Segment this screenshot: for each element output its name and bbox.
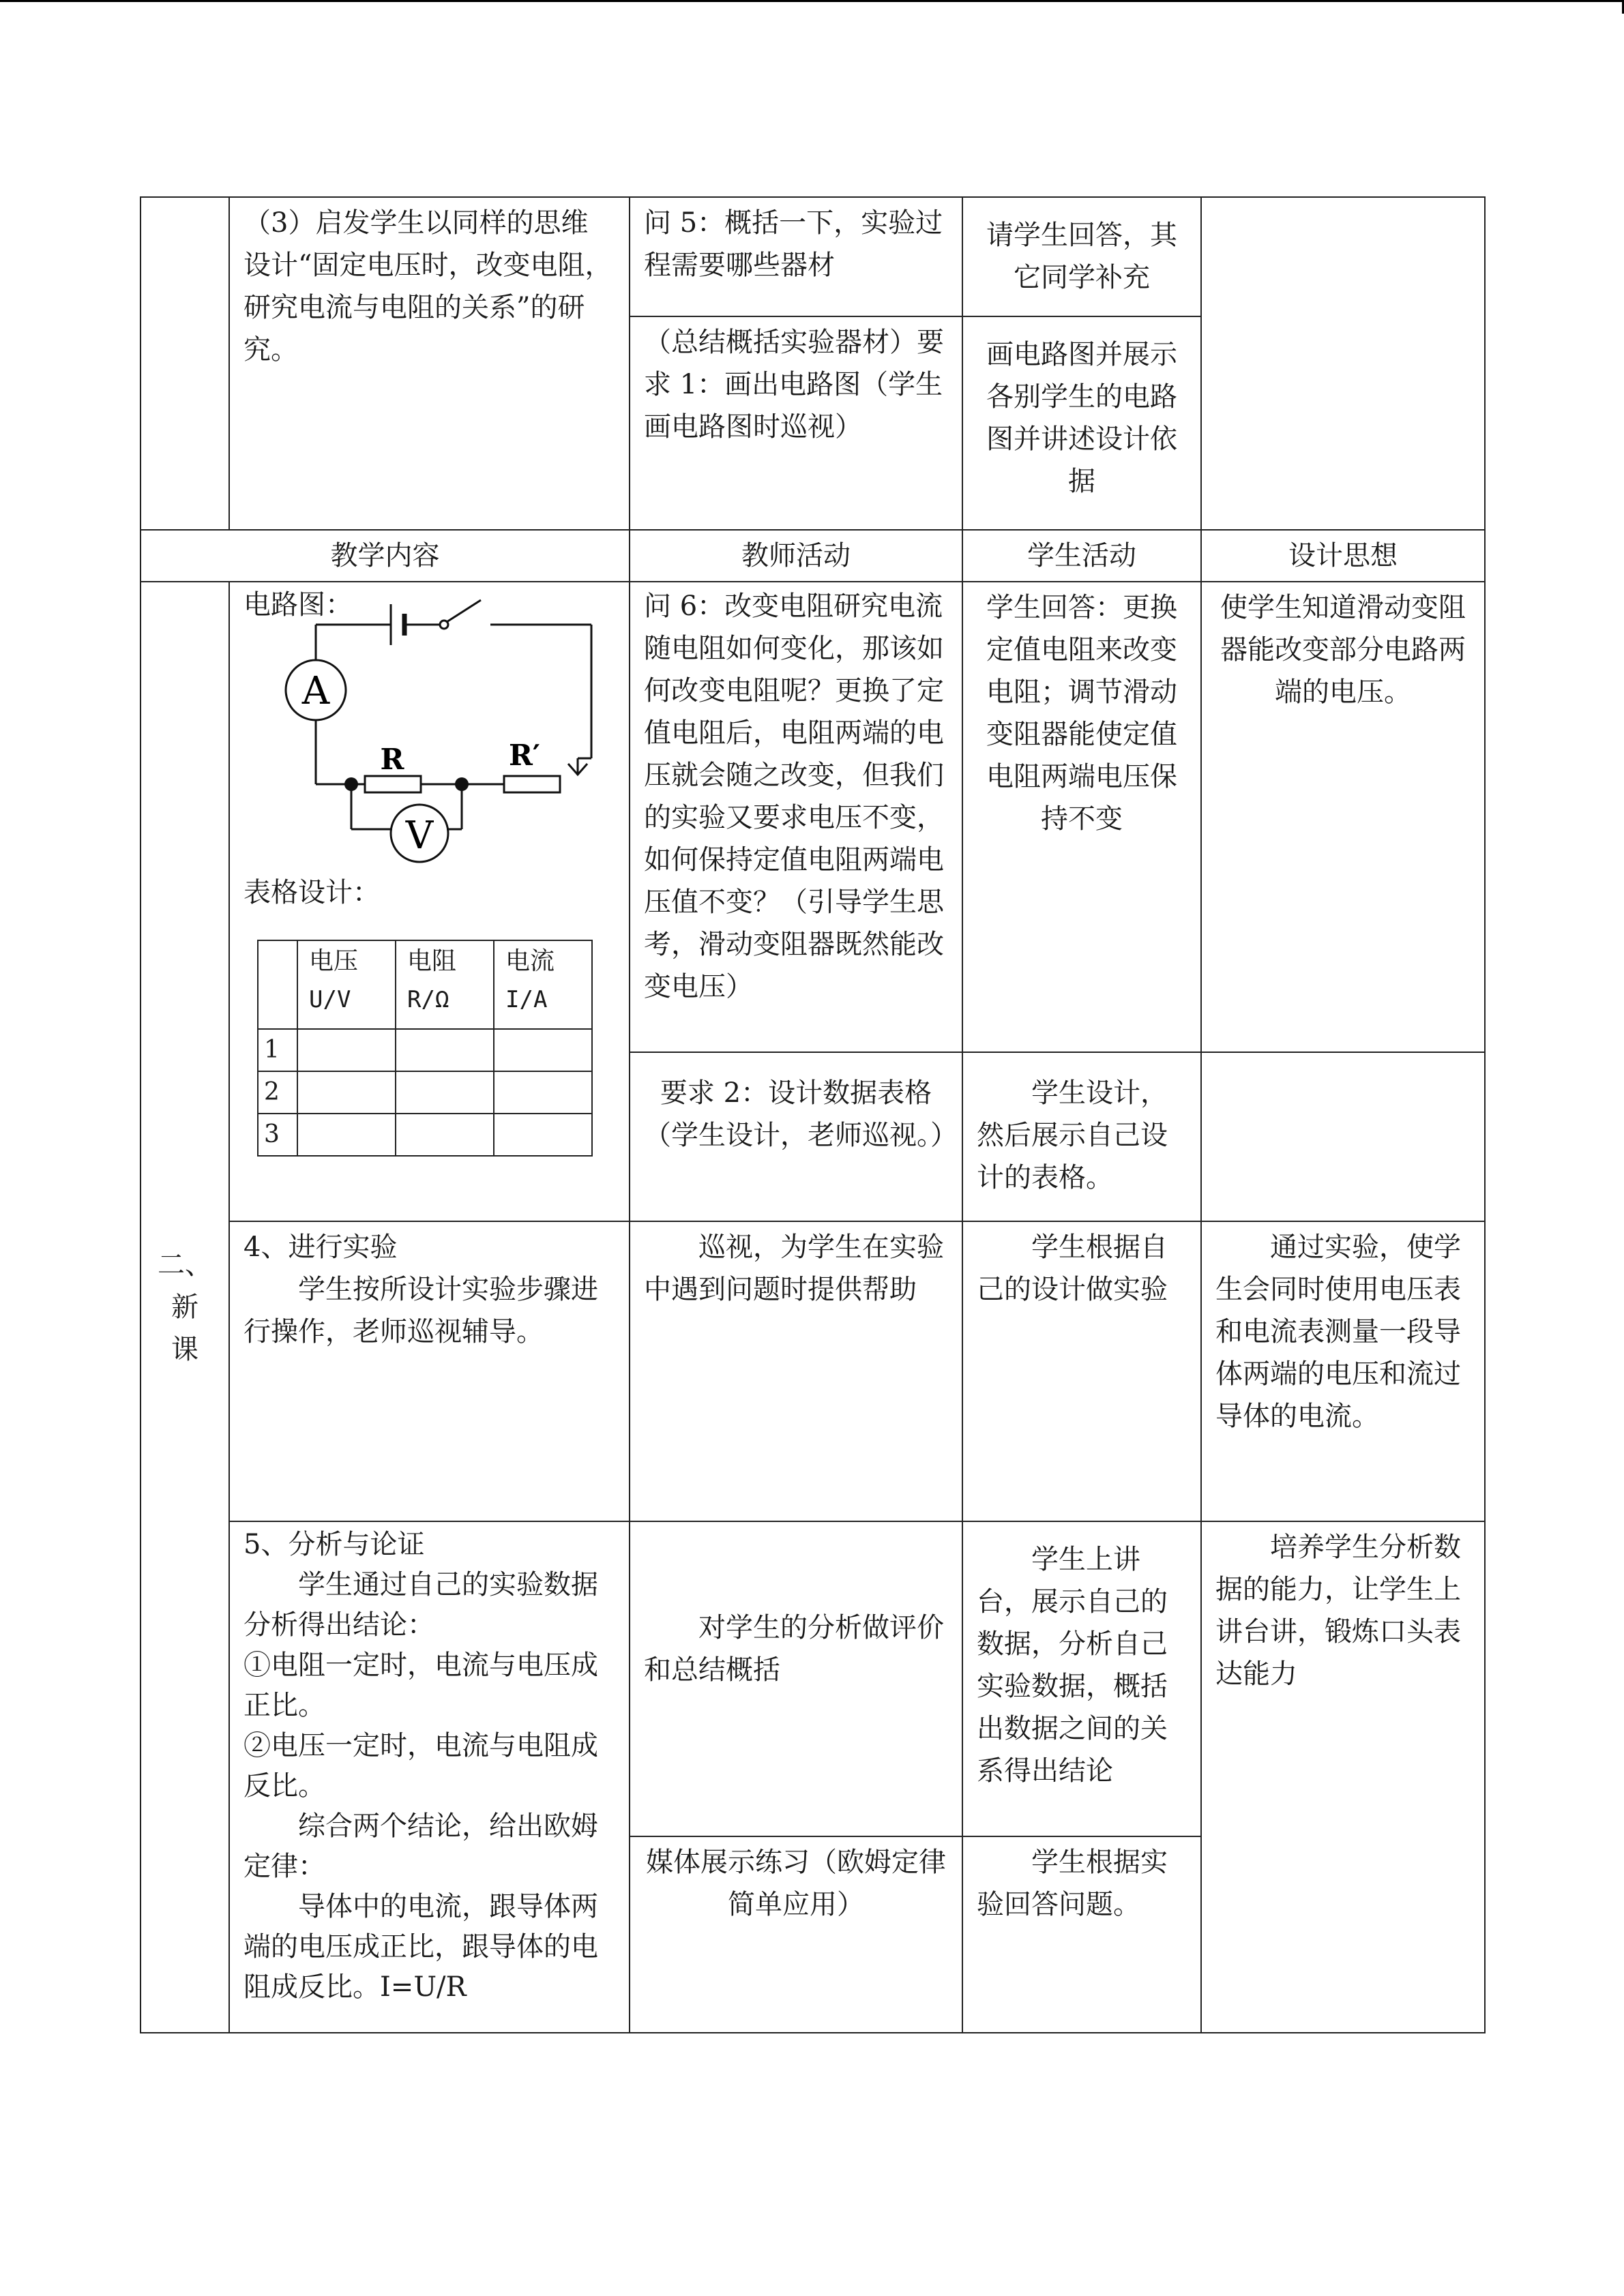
experiment-student-cell: [962, 1221, 1201, 1521]
q5-teacher-cell: [630, 197, 962, 316]
q5-student-text: 请学生回答，其它同学补充: [986, 220, 1177, 293]
analysis-conclusion-1: ①电阻一定时，电流与电压成正比。: [243, 1650, 598, 1721]
design-hint-text: （3）启发学生以同样的思维设计“固定电压时，改变电阻，研究电流与电阻的关系”的研究。: [243, 207, 612, 366]
data-table-row-num: 3: [258, 1114, 297, 1156]
ammeter-label: A: [301, 669, 330, 713]
req2-student-text: 学生设计，然后展示自己设计的表格。: [977, 1077, 1168, 1193]
data-table-cell: [396, 1114, 494, 1156]
circuit-label: 电路图：: [243, 589, 353, 621]
design-hint-cell: [229, 197, 630, 530]
q6-text: 问 6：改变电阻研究电流随电阻如何变化，那该如何改变电阻呢？更换了定值电阻后，电阻两端的电压就会随之改变，但我们的实验又要求电压不变，如何保持定值电阻两端电压值不变？（引导学生思考，滑动变阻器既然能改变电压）: [644, 591, 944, 1002]
data-table-corner: [258, 940, 297, 1029]
practice-teacher-text: 媒体展示练习（欧姆定律简单应用）: [646, 1847, 946, 1920]
req1-student-cell: [962, 316, 1201, 530]
circuit-svg: [237, 580, 619, 866]
analysis-student-text: 学生上讲台，展示自己的数据，分析自己实验数据，概括出数据之间的关系得出结论: [977, 1544, 1168, 1787]
continued-design-cell: [1201, 197, 1485, 530]
data-table-cell: [494, 1071, 592, 1114]
voltage-unit: U/V: [309, 986, 351, 1013]
header-teacher: 教师活动: [630, 530, 962, 582]
analysis-conclusion-2: ②电压一定时，电流与电阻成反比。: [243, 1730, 598, 1802]
experiment-content-cell: [229, 1221, 630, 1521]
ohms-law-text: 导体中的电流，跟导体两端的电压成正比，跟导体的电阻成反比。I=U/R: [243, 1891, 598, 2003]
section-label-3: 课: [171, 1334, 198, 1365]
q5-student-cell: [962, 197, 1201, 316]
circuit-diagram: [243, 584, 615, 870]
q6-design-cell: [1201, 582, 1485, 1052]
data-table-row-num: 2: [258, 1071, 297, 1114]
header-student: 学生活动: [962, 530, 1201, 582]
q5-text: 问 5：概括一下，实验过程需要哪些器材: [644, 207, 943, 281]
lesson-plan-table: [140, 196, 1486, 2033]
experiment-design-cell: [1201, 1221, 1485, 1521]
analysis-title: 5、分析与论证: [243, 1529, 425, 1560]
resistance-unit: R/Ω: [407, 986, 449, 1013]
analysis-design-cell: [1201, 1521, 1485, 2033]
practice-teacher-cell: [630, 1836, 962, 2033]
analysis-content-cell: [229, 1521, 630, 2033]
page-top-border: [0, 0, 1624, 2]
rheostat-body: [504, 776, 560, 792]
req2-teacher-cell: [630, 1052, 962, 1221]
analysis-student-cell: [962, 1521, 1201, 1836]
analysis-combine: 综合两个结论，给出欧姆定律：: [243, 1810, 598, 1882]
q6-teacher-cell: [630, 582, 962, 1052]
req1-student-text: 画电路图并展示各别学生的电路图并讲述设计依据: [986, 339, 1177, 497]
data-table-cell: [494, 1114, 592, 1156]
resistor-body: [365, 776, 421, 792]
experiment-student-text: 学生根据自己的设计做实验: [977, 1232, 1168, 1305]
rheostat-label: R′: [509, 739, 540, 772]
data-table-header-current: [494, 940, 592, 1029]
header-design: 设计思想: [1201, 530, 1485, 582]
section-label-2: 新: [171, 1292, 198, 1323]
junction-right: [455, 777, 469, 791]
q6-student-cell: [962, 582, 1201, 1052]
q6-student-text: 学生回答：更换定值电阻来改变电阻；调节滑动变阻器能使定值电阻两端电压保持不变: [986, 592, 1177, 835]
analysis-teacher-text: 对学生的分析做评价和总结概括: [644, 1612, 944, 1686]
data-table-cell: [297, 1071, 396, 1114]
req2-student-cell: [962, 1052, 1201, 1221]
data-table-cell: [494, 1029, 592, 1071]
req2-design-cell: [1201, 1052, 1485, 1221]
data-table-cell: [297, 1029, 396, 1071]
data-table-row-num: 1: [258, 1029, 297, 1071]
continued-section-cell: [141, 197, 229, 530]
data-table-header-voltage: [297, 940, 396, 1029]
current-unit: I/A: [505, 986, 548, 1013]
junction-left: [344, 777, 358, 791]
req2-text: 要求 2：设计数据表格（学生设计，老师巡视。）: [644, 1077, 958, 1151]
resistor-label: R: [380, 743, 404, 776]
analysis-design-text: 培养学生分析数据的能力，让学生上讲台讲，锻炼口头表达能力: [1215, 1532, 1461, 1690]
experiment-design-text: 通过实验，使学生会同时使用电压表和电流表测量一段导体两端的电压和流过导体的电流。: [1215, 1232, 1461, 1432]
req1-text: （总结概括实验器材）要求 1：画出电路图（学生画电路图时巡视）: [644, 327, 944, 443]
data-table-cell: [297, 1114, 396, 1156]
experiment-teacher-text: 巡视，为学生在实验中遇到问题时提供帮助: [644, 1232, 944, 1305]
voltage-header: 电压: [309, 947, 359, 975]
section-label-cell: [141, 582, 229, 2033]
resistance-header: 电阻: [407, 947, 457, 975]
analysis-intro: 学生通过自己的实验数据分析得出结论：: [243, 1569, 598, 1641]
practice-student-text: 学生根据实验回答问题。: [977, 1847, 1168, 1920]
data-table-design: [257, 940, 593, 1157]
experiment-body: 学生按所设计实验步骤进行操作，老师巡视辅导。: [243, 1274, 598, 1347]
data-table-cell: [396, 1071, 494, 1114]
experiment-title: 4、进行实验: [243, 1232, 398, 1263]
experiment-teacher-cell: [630, 1221, 962, 1521]
switch-lever: [447, 600, 481, 622]
data-table-cell: [396, 1029, 494, 1071]
q6-design-text: 使学生知道滑动变阻器能改变部分电路两端的电压。: [1220, 592, 1466, 708]
section-label-1: 二、: [158, 1249, 212, 1281]
analysis-teacher-cell: [630, 1521, 962, 1836]
practice-student-cell: [962, 1836, 1201, 2033]
current-header: 电流: [505, 947, 555, 975]
header-content: 教学内容: [141, 530, 630, 582]
data-table-header-resistance: [396, 940, 494, 1029]
table-design-label: 表格设计：: [243, 877, 380, 908]
voltmeter-label: V: [405, 814, 434, 858]
req1-teacher-cell: [630, 316, 962, 530]
circuit-table-cell: [229, 582, 630, 1221]
